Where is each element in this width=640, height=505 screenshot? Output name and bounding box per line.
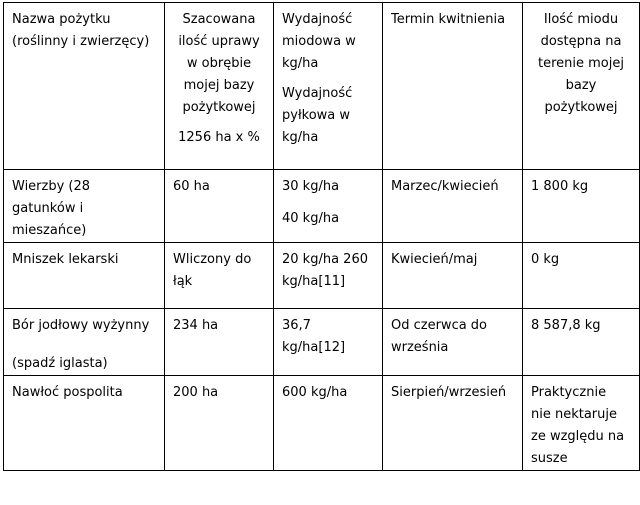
cell-honey: Praktycznie nie nektaruje ze względu na susze <box>523 376 640 471</box>
cell-area: 200 ha <box>165 376 274 471</box>
header-area: Szacowana ilość uprawy w obrębie mojej bazy pożytkowej 1256 ha x % <box>165 3 274 170</box>
cell-area: 234 ha <box>165 309 274 376</box>
cell-honey: 8 587,8 kg <box>523 309 640 376</box>
cell-honey: 1 800 kg <box>523 170 640 243</box>
cell-area: Wliczony do łąk <box>165 243 274 309</box>
header-row <box>4 3 640 170</box>
cell-yield: 600 kg/ha <box>274 376 383 471</box>
header-name: Nazwa pożytku (roślinny i zwierzęcy) <box>4 3 165 170</box>
cell-yield: 30 kg/ha 40 kg/ha <box>274 170 383 243</box>
cell-area: 60 ha <box>165 170 274 243</box>
cell-name: Mniszek lekarski <box>4 243 165 309</box>
table-row <box>4 243 640 309</box>
cell-name: Wierzby (28 gatunków i mieszańce) <box>4 170 165 243</box>
cell-bloom: Sierpień/wrzesień <box>383 376 523 471</box>
cell-yield: 36,7 kg/ha[12] <box>274 309 383 376</box>
table-row <box>4 309 640 376</box>
header-bloom: Termin kwitnienia <box>383 3 523 170</box>
cell-yield: 20 kg/ha 260 kg/ha[11] <box>274 243 383 309</box>
cell-bloom: Od czerwca do września <box>383 309 523 376</box>
cell-bloom: Marzec/kwiecień <box>383 170 523 243</box>
cell-name: Nawłoć pospolita <box>4 376 165 471</box>
header-yield: Wydajność miodowa w kg/ha Wydajność pyłkowa w kg/ha <box>274 3 383 170</box>
cell-honey: 0 kg <box>523 243 640 309</box>
header-honey: Ilość miodu dostępna na terenie mojej bazy pożytkowej <box>523 3 640 170</box>
cell-bloom: Kwiecień/maj <box>383 243 523 309</box>
table-row <box>4 376 640 471</box>
table-row <box>4 170 640 243</box>
cell-name: Bór jodłowy wyżynny (spadź iglasta) <box>4 309 165 376</box>
honey-plants-table <box>3 2 640 471</box>
